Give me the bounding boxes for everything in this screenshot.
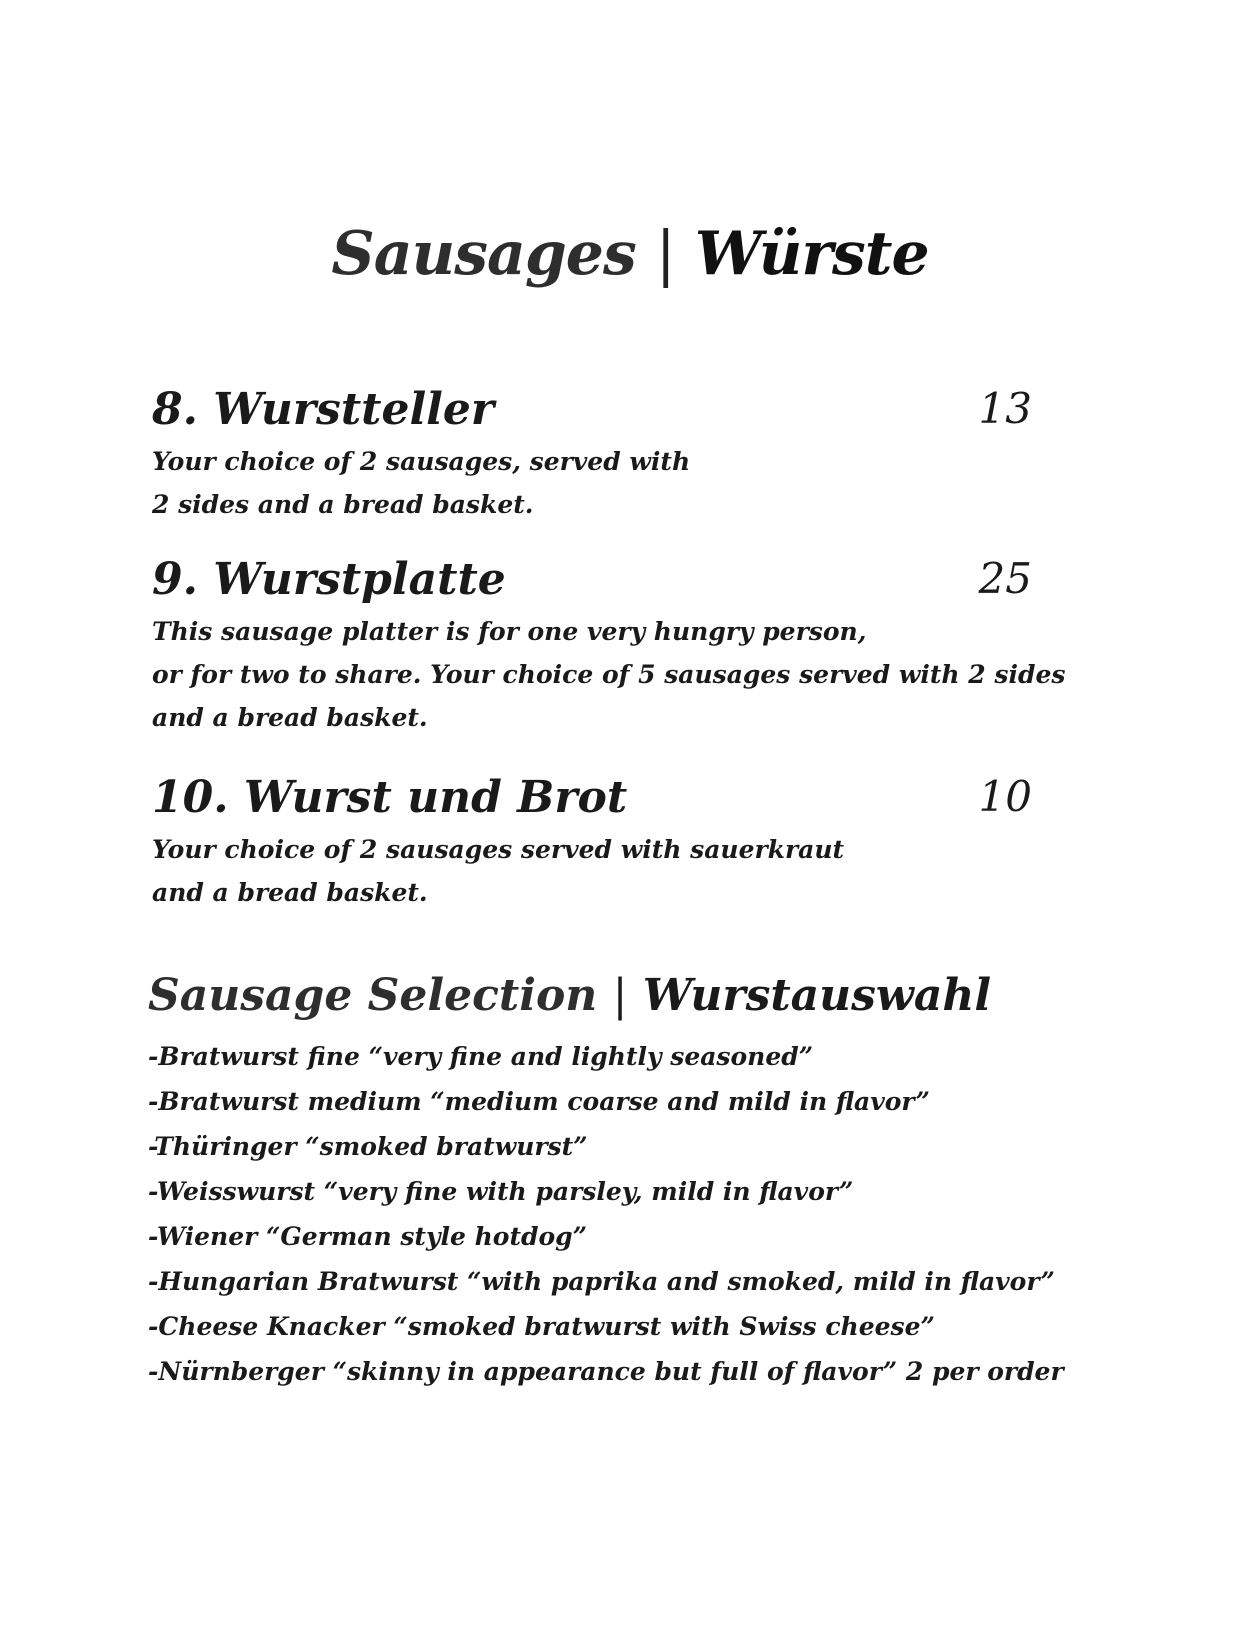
list-item: -Wiener “German style hotdog” xyxy=(148,1222,588,1252)
section-heading xyxy=(148,972,1128,1020)
description-line: and a bread basket. xyxy=(152,878,428,908)
item-price: 10 xyxy=(978,772,1032,821)
list-item: -Nürnberger “skinny in appearance but full of flavor” 2 per order xyxy=(148,1357,1064,1387)
list-item: -Thüringer “smoked bratwurst” xyxy=(148,1132,588,1162)
list-item: -Bratwurst fine “very fine and lightly seasoned” xyxy=(148,1042,814,1072)
item-price: 25 xyxy=(978,554,1032,603)
item-description xyxy=(152,610,1066,739)
list-item: -Hungarian Bratwurst “with paprika and smoked, mild in flavor” xyxy=(148,1267,1055,1297)
section-heading-german: Wurstauswahl xyxy=(642,970,992,1021)
section-heading-english: Sausage Selection xyxy=(148,970,598,1021)
menu-item-wurstplatte xyxy=(152,554,1066,739)
description-line: Your choice of 2 sausages, served with xyxy=(152,447,691,477)
description-line: 2 sides and a bread basket. xyxy=(152,490,534,520)
item-name: 8. Wurstteller xyxy=(152,384,495,435)
list-item: -Bratwurst medium “medium coarse and mild in flavor” xyxy=(148,1087,930,1117)
title-english: Sausages xyxy=(331,219,636,290)
item-description xyxy=(152,440,1032,526)
item-name: 10. Wurst und Brot xyxy=(152,772,628,823)
title-separator: | xyxy=(655,219,675,290)
page-title xyxy=(0,218,1260,290)
menu-item-wurst-und-brot xyxy=(152,774,1032,914)
description-line: or for two to share. Your choice of 5 sausages served with 2 sides xyxy=(152,660,1066,690)
list-item: -Weisswurst “very fine with parsley, mild in flavor” xyxy=(148,1177,854,1207)
item-description xyxy=(152,828,1032,914)
section-heading-separator: | xyxy=(612,970,628,1021)
menu-item-wurstteller xyxy=(152,386,1032,526)
sausage-selection-section xyxy=(148,972,1128,1394)
sausage-list xyxy=(148,1034,1128,1394)
description-line: This sausage platter is for one very hungry person, xyxy=(152,617,867,647)
description-line: and a bread basket. xyxy=(152,703,428,733)
list-item: -Cheese Knacker “smoked bratwurst with Swiss cheese” xyxy=(148,1312,935,1342)
item-price: 13 xyxy=(978,384,1032,433)
item-name: 9. Wurstplatte xyxy=(152,554,506,605)
description-line: Your choice of 2 sausages served with sauerkraut xyxy=(152,835,845,865)
title-german: Würste xyxy=(694,219,929,290)
